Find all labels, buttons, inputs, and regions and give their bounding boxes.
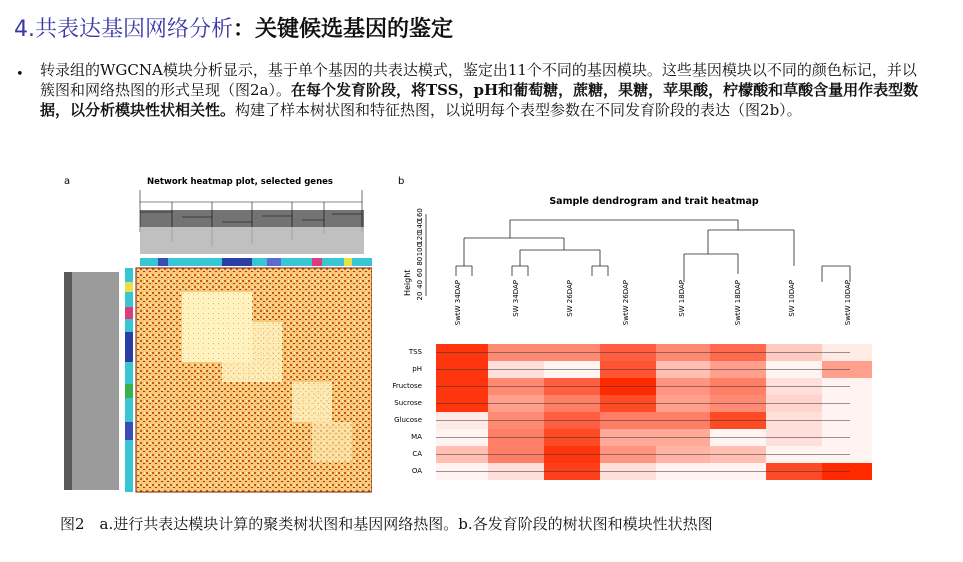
paragraph-text-a: 转录组的WGCNA模块分析显示，基于单个基因的共表达模式，鉴定出11个不同的基因模块。这些基因模块以不同的颜色标记，并以簇图和网络热图的形式呈现（图2a）。 xyxy=(40,61,917,99)
trait-label: Sucrose xyxy=(394,399,422,407)
panel-a-label: a xyxy=(64,176,71,187)
sample-labels xyxy=(454,280,852,325)
trait-label: Glucose xyxy=(394,416,422,424)
figure-a xyxy=(62,172,372,501)
section-subtitle: 关键候选基因的鉴定 xyxy=(255,16,454,42)
trait-labels xyxy=(392,348,422,475)
sample-label: SwtW 26DAP xyxy=(622,280,630,326)
panel-b-label: b xyxy=(398,176,405,187)
paragraph-text-bold: 在每个发育阶段，将TSS，pH和葡萄糖，蔗糖，果糖，苹果酸，柠檬酸和草酸含量用作表型数据，以分析模块性状相关性。 xyxy=(40,81,919,119)
figure-b xyxy=(392,172,872,491)
panel-a-title: Network heatmap plot, selected genes xyxy=(147,177,333,187)
top-module-colorbar xyxy=(140,258,372,266)
sample-label: SW 34DAP xyxy=(512,280,520,317)
sample-label: SW 10DAP xyxy=(788,280,796,317)
sample-label: SW 26DAP xyxy=(566,280,574,317)
bullet-paragraph xyxy=(40,60,925,120)
bullet-dot-icon: • xyxy=(16,67,24,82)
section-title xyxy=(14,14,453,45)
trait-label: MA xyxy=(411,433,422,441)
height-tick-label: 20 xyxy=(416,291,424,301)
trait-label: Fructose xyxy=(392,382,422,390)
sample-label: SwtW 34DAP xyxy=(454,280,462,326)
panel-b-title: Sample dendrogram and trait heatmap xyxy=(549,196,759,207)
network-heatmap-figure xyxy=(62,172,372,497)
height-tick-label: 40 xyxy=(416,279,424,289)
height-axis xyxy=(416,208,424,300)
trait-heatmap xyxy=(436,344,872,480)
trait-label: TSS xyxy=(408,348,422,356)
height-tick-label: 120 xyxy=(416,231,424,245)
height-tick-label: 60 xyxy=(416,268,424,278)
trait-label: OA xyxy=(411,467,422,475)
sample-label: SwtW 10DAP xyxy=(844,280,852,326)
height-tick-label: 100 xyxy=(416,242,424,257)
figure-caption: 图2 a.进行共表达模块计算的聚类树状图和基因网络热图。b.各发育阶段的树状图和模块性状热图 xyxy=(60,515,713,533)
section-number: 4. xyxy=(14,17,35,42)
trait-label: CA xyxy=(412,450,422,458)
height-axis-label: Height xyxy=(403,269,412,296)
sample-label: SW 18DAP xyxy=(678,280,686,317)
section-colon: ： xyxy=(233,16,256,42)
height-tick-label: 140 xyxy=(416,219,424,234)
paragraph-text-c: 构建了样本树状图和特征热图，以说明每个表型参数在不同发育阶段的表达（图2b）。 xyxy=(235,101,802,119)
sample-dendrogram xyxy=(426,214,850,296)
trait-label: pH xyxy=(412,365,422,373)
height-tick-label: 160 xyxy=(416,208,424,222)
section-topic: 共表达基因网络分析 xyxy=(35,17,234,42)
left-module-colorbar xyxy=(125,268,133,492)
trait-heatmap-figure xyxy=(392,172,872,487)
height-tick-label: 80 xyxy=(416,256,424,266)
sample-label: SwtW 18DAP xyxy=(734,280,742,326)
